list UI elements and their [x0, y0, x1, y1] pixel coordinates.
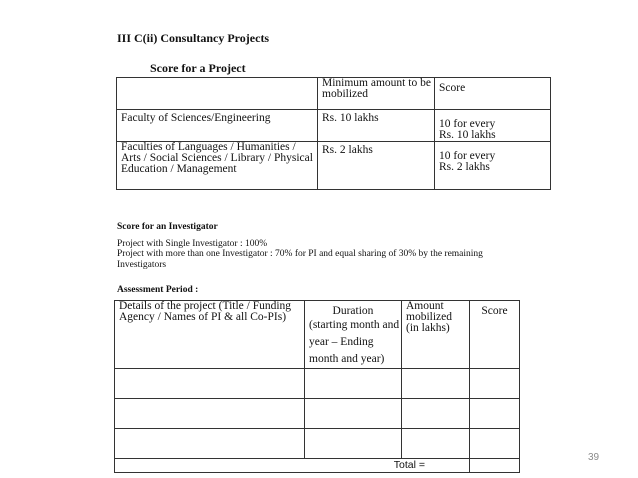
- header-details-label: Details of the project (Title / Funding Agency / Names of PI & all Co-PIs): [119, 300, 292, 323]
- assessment-table: [114, 300, 520, 473]
- header-score-label: Score: [481, 305, 508, 317]
- table-row: [117, 110, 551, 142]
- faculty-humanities: Faculties of Languages / Humanities / Arts / Social Sciences / Library / Physical Education / Management: [121, 141, 313, 175]
- header-score-label: Score: [439, 82, 466, 94]
- score-cell: [435, 110, 551, 142]
- min-amount-cell: [318, 110, 435, 142]
- header-duration-detail: (starting month and year – Ending month and year): [309, 319, 400, 365]
- header-duration: [305, 301, 402, 369]
- project-score-table: [116, 77, 551, 190]
- header-duration-label: Duration: [332, 305, 374, 317]
- min-amount-sciences: Rs. 10 lakhs: [322, 112, 379, 124]
- header-details: [115, 301, 305, 369]
- score-cell: [435, 142, 551, 190]
- min-amount-cell: [318, 142, 435, 190]
- min-amount-humanities: Rs. 2 lakhs: [322, 144, 373, 156]
- table-header-row: [117, 78, 551, 110]
- table-header-row: [115, 301, 520, 369]
- table-row: [115, 369, 520, 399]
- project-score-title: Score for a Project: [150, 61, 246, 75]
- section-heading: III C(ii) Consultancy Projects: [117, 31, 270, 45]
- faculty-sciences: Faculty of Sciences/Engineering: [121, 112, 271, 124]
- investigator-single-line: Project with Single Investigator : 100%: [117, 239, 268, 249]
- header-score: [470, 301, 520, 369]
- total-row: [115, 459, 520, 473]
- table-row: [117, 142, 551, 190]
- table-row: [115, 399, 520, 429]
- faculty-cell: [117, 142, 318, 190]
- investigator-multiple-line: Project with more than one Investigator : 70% for PI and equal sharing of 30% by the remaining Investigators: [117, 249, 483, 270]
- score-humanities: 10 for every Rs. 2 lakhs: [439, 150, 496, 173]
- header-cell-blank: [117, 78, 318, 110]
- faculty-cell: [117, 110, 318, 142]
- total-value-cell: [470, 459, 520, 473]
- page-number: 39: [588, 452, 600, 463]
- investigator-score-title: Score for an Investigator: [117, 222, 218, 232]
- header-amount: [402, 301, 470, 369]
- total-label: Total =: [115, 459, 470, 473]
- header-score: [435, 78, 551, 110]
- score-sciences: 10 for every Rs. 10 lakhs: [439, 118, 496, 141]
- table-row: [115, 429, 520, 459]
- header-amount-label: Amount mobilized (in lakhs): [406, 300, 452, 334]
- header-min-amount: Minimum amount to be mobilized: [318, 78, 435, 110]
- assessment-period-label: Assessment Period :: [117, 285, 199, 295]
